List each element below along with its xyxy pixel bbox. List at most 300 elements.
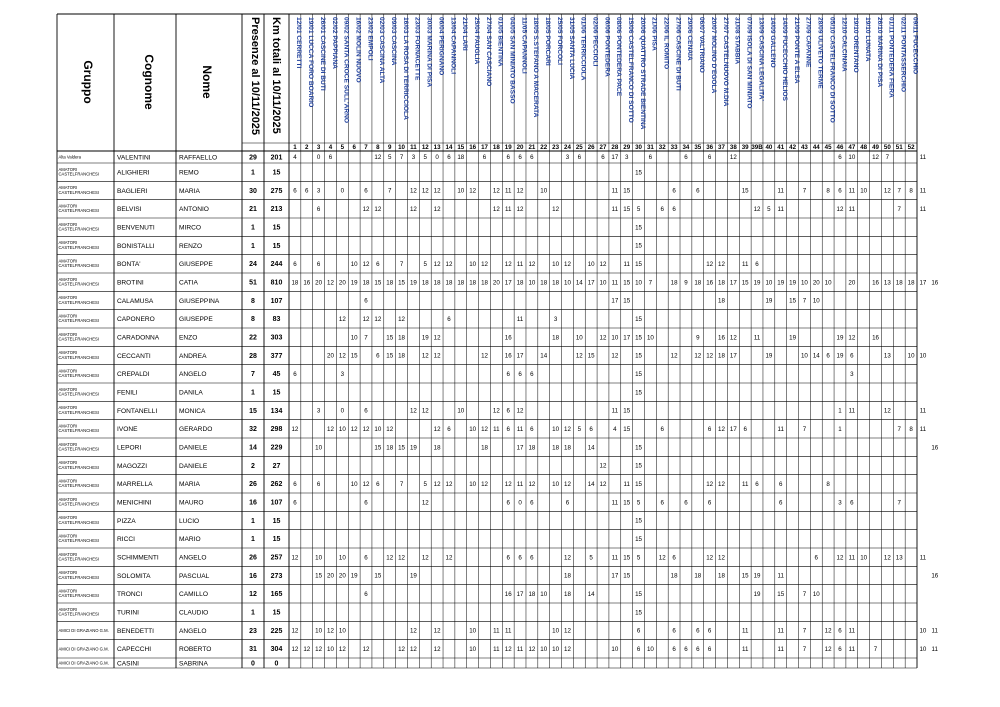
row-value: 6 xyxy=(684,499,688,507)
row-gruppo: AMATORI xyxy=(58,606,78,612)
row-presenze: 15 xyxy=(249,407,257,415)
table-row[interactable] xyxy=(59,222,643,232)
row-value: 12 xyxy=(481,426,488,434)
event-label[interactable]: 15/06 CASTELFRANCO DI SOTTO xyxy=(626,17,634,123)
table-row[interactable] xyxy=(59,295,821,305)
nome-header[interactable]: Nome xyxy=(200,65,214,99)
row-value: 16 xyxy=(872,279,879,287)
row-value: 10 xyxy=(860,554,868,562)
table-row[interactable] xyxy=(59,368,855,378)
row-value: 6 xyxy=(684,154,688,162)
table-row[interactable] xyxy=(59,628,939,635)
row-value: 6 xyxy=(838,646,842,654)
row-value: 15 xyxy=(623,407,631,415)
row-value: 6 xyxy=(707,426,712,434)
event-label[interactable]: 09/02 SANTA CROCE SULL'ARNO xyxy=(342,17,350,123)
row-value: 19 xyxy=(350,572,358,580)
table-row[interactable] xyxy=(59,570,939,580)
event-label[interactable]: 18/05 PORCARI xyxy=(544,17,552,66)
row-gruppo: AMATORI xyxy=(58,570,78,576)
row-value: 11 xyxy=(753,334,761,342)
event-number: 23 xyxy=(552,144,560,152)
table-row[interactable] xyxy=(59,423,927,433)
row-value: 12 xyxy=(327,279,334,287)
table-row[interactable] xyxy=(59,258,760,268)
row-value: 12 xyxy=(409,407,417,415)
event-label[interactable]: 12/10 CALCINAIA xyxy=(840,17,848,72)
event-label[interactable]: 18/05 S.STEFANO A MACERATA xyxy=(532,17,540,118)
row-value: 7 xyxy=(399,261,404,269)
row-value: 16 xyxy=(931,572,939,580)
row-value: 5 xyxy=(423,261,427,269)
row-value: 7 xyxy=(387,187,392,195)
event-number: 31 xyxy=(646,144,654,152)
table-row[interactable] xyxy=(59,478,831,488)
table-row[interactable] xyxy=(59,442,939,452)
table-row[interactable] xyxy=(59,646,939,653)
row-gruppo: CASTELFRANCHESI xyxy=(58,226,99,232)
row-value: 19 xyxy=(789,334,797,342)
row-value: 6 xyxy=(293,499,297,507)
event-label[interactable]: 31/08 STABBIA xyxy=(733,17,741,65)
row-presenze: 1 xyxy=(251,242,255,250)
row-value: 10 xyxy=(824,279,832,287)
event-number: 25 xyxy=(575,144,583,152)
row-value: 7 xyxy=(364,334,368,342)
row-value: 15 xyxy=(635,352,642,360)
row-value: 6 xyxy=(364,554,368,562)
row-value: 15 xyxy=(741,279,749,287)
row-km: 83 xyxy=(272,316,281,324)
row-presenze: 32 xyxy=(249,426,257,434)
row-value: 14 xyxy=(587,591,595,599)
row-value: 0 xyxy=(340,407,345,415)
row-km: 262 xyxy=(270,481,283,489)
row-value: 11 xyxy=(777,426,784,434)
row-cognome: BONISTALLI xyxy=(117,242,155,250)
event-label[interactable]: 09/03 CASCINA xyxy=(390,17,398,66)
event-label[interactable]: 02/02 PAPPIANA xyxy=(330,17,338,69)
row-gruppo: AMATORI xyxy=(58,423,78,429)
row-gruppo: CASTELFRANCHESI xyxy=(58,556,99,562)
event-number: 6 xyxy=(352,144,356,152)
row-cognome: CECCANTI xyxy=(117,352,151,360)
row-value: 6 xyxy=(636,646,641,654)
row-value: 17 xyxy=(729,426,737,434)
row-value: 0 xyxy=(340,187,345,195)
row-value: 6 xyxy=(447,154,451,162)
row-value: 15 xyxy=(777,591,785,599)
cognome-header[interactable]: Cognome xyxy=(142,54,156,110)
row-gruppo: CASTELFRANCHESI xyxy=(58,464,99,470)
row-value: 3 xyxy=(553,316,558,324)
row-value: 18 xyxy=(718,297,725,305)
row-presenze: 30 xyxy=(249,187,257,195)
table-row[interactable] xyxy=(59,588,821,598)
event-label[interactable]: 06/06 PONTEDERA xyxy=(603,17,611,77)
row-value: 15 xyxy=(350,352,358,360)
row-gruppo: CASTELFRANCHESI xyxy=(58,391,99,397)
row-value: 5 xyxy=(636,499,641,507)
row-gruppo: AMATORI xyxy=(58,405,78,411)
row-nome: SABRINA xyxy=(179,660,208,668)
row-value: 18 xyxy=(362,279,370,287)
row-cognome: CASINI xyxy=(117,660,139,668)
row-km: 15 xyxy=(272,609,281,617)
row-gruppo: AMATORI xyxy=(58,460,78,466)
row-value: 12 xyxy=(433,334,441,342)
row-value: 10 xyxy=(552,426,560,434)
row-cognome: TRONCI xyxy=(117,591,143,599)
event-label[interactable]: 16/03 LA ROSA DI TERRICCIOLA xyxy=(401,17,409,120)
event-label[interactable]: 01/06 TERRICCIOLA xyxy=(579,17,587,81)
row-value: 12 xyxy=(492,187,500,195)
row-value: 12 xyxy=(445,261,453,269)
event-label[interactable]: 19/10 LUNATA xyxy=(863,17,871,62)
event-number: 37 xyxy=(718,144,725,152)
row-value: 6 xyxy=(316,481,321,489)
row-value: 6 xyxy=(364,297,368,305)
row-value: 19 xyxy=(350,279,358,287)
row-gruppo: AMATORI xyxy=(58,515,78,521)
event-number: 45 xyxy=(824,144,832,152)
row-gruppo: CASTELFRANCHESI xyxy=(58,483,99,489)
event-label[interactable]: 11/05 CAPANNOLI xyxy=(520,17,528,74)
row-value: 11 xyxy=(493,627,500,635)
row-gruppo: CASTELFRANCHESI xyxy=(58,171,99,177)
row-value: 17 xyxy=(516,444,524,452)
row-value: 12 xyxy=(492,206,500,214)
event-label[interactable]: 22/06 IL ROMITO xyxy=(662,17,670,70)
row-value: 5 xyxy=(577,426,582,434)
row-value: 12 xyxy=(599,261,607,269)
row-value: 12 xyxy=(338,646,346,654)
row-value: 1 xyxy=(838,407,842,415)
row-value: 12 xyxy=(409,206,417,214)
row-value: 20 xyxy=(315,279,323,287)
table-row[interactable] xyxy=(59,607,643,617)
table-row[interactable] xyxy=(59,277,939,287)
table-row[interactable] xyxy=(59,203,927,213)
row-value: 13 xyxy=(895,554,903,562)
row-value: 12 xyxy=(729,334,737,342)
event-number: 49 xyxy=(872,144,879,152)
event-label[interactable]: 04/05 SAN MINIATO BASSO xyxy=(508,17,516,104)
row-value: 7 xyxy=(897,187,901,195)
event-label[interactable]: 28/09 ULIVETO TERME xyxy=(816,17,824,89)
row-presenze: 7 xyxy=(251,371,255,379)
event-number: 11 xyxy=(410,144,417,152)
event-label[interactable]: 13/04 CAPANNOLI xyxy=(449,17,457,75)
event-label[interactable]: 14/09 FUCECCHIO HELIOS xyxy=(781,17,789,101)
event-label[interactable]: 27/09 CAPANNE xyxy=(804,17,812,68)
table-row[interactable] xyxy=(59,313,643,323)
row-cognome: BONTA' xyxy=(117,261,141,269)
row-value: 15 xyxy=(315,572,323,580)
event-label[interactable]: 07/09 ISOLA DI SAN MINIATO xyxy=(745,17,753,109)
row-value: 10 xyxy=(552,261,560,269)
row-value: 12 xyxy=(433,187,441,195)
row-value: 12 xyxy=(481,352,488,360)
event-headers xyxy=(293,17,918,151)
table-row[interactable] xyxy=(59,387,643,397)
row-value: 6 xyxy=(684,646,688,654)
row-value: 11 xyxy=(516,426,524,434)
row-value: 12 xyxy=(564,426,571,434)
event-label[interactable]: 23/03 FORNACETTE xyxy=(413,17,421,81)
row-value: 12 xyxy=(599,462,607,470)
row-value: 11 xyxy=(504,627,512,635)
table-row[interactable] xyxy=(59,460,643,470)
row-value: 12 xyxy=(718,261,725,269)
row-value: 1 xyxy=(838,426,842,434)
row-cognome: CAPECCHI xyxy=(117,646,152,654)
row-gruppo: AMATORI xyxy=(58,295,78,301)
event-number: 5 xyxy=(340,144,345,152)
event-label[interactable]: 31/05 SANTA LUCIA xyxy=(567,17,575,80)
table-row[interactable] xyxy=(59,552,927,562)
row-value: 10 xyxy=(315,444,323,452)
row-value: 10 xyxy=(646,646,654,654)
row-value: 6 xyxy=(316,206,321,214)
row-cognome: PIZZA xyxy=(117,517,136,525)
row-value: 12 xyxy=(504,481,512,489)
row-value: 12 xyxy=(706,261,714,269)
row-value: 10 xyxy=(350,334,358,342)
event-label[interactable]: 16/02 MOLIN NUOVO xyxy=(354,17,362,83)
row-value: 15 xyxy=(635,316,642,324)
table-row[interactable] xyxy=(59,660,279,667)
row-gruppo: AMATORI xyxy=(58,478,78,484)
row-presenze: 24 xyxy=(249,261,257,269)
row-value: 12 xyxy=(303,646,311,654)
row-km: 15 xyxy=(272,169,281,177)
row-value: 12 xyxy=(409,627,417,635)
table-row[interactable] xyxy=(59,240,643,250)
event-label[interactable]: 27/06 CASCINE DI BUTI xyxy=(674,17,682,91)
row-value: 11 xyxy=(623,261,630,269)
row-value: 11 xyxy=(493,426,500,434)
table-body xyxy=(59,154,939,667)
row-cognome: CARADONNA xyxy=(117,334,160,342)
row-value: 11 xyxy=(777,187,784,195)
row-gruppo: AMATORI xyxy=(58,588,78,594)
table-row[interactable] xyxy=(59,405,927,415)
table-row[interactable] xyxy=(59,533,643,543)
event-label[interactable]: 05/10 CASTELFRANCO DI SOTTO xyxy=(828,17,836,123)
presenze-header[interactable]: Presenze al 10/11/2025 xyxy=(249,17,261,136)
row-value: 10 xyxy=(469,261,477,269)
row-gruppo: AMATORI xyxy=(58,240,78,246)
event-label[interactable]: 30/03 MARINA DI PISA xyxy=(425,17,433,88)
event-label[interactable]: 21/06 PISA xyxy=(650,17,658,51)
row-value: 10 xyxy=(635,279,642,287)
row-value: 18 xyxy=(564,444,571,452)
row-value: 15 xyxy=(623,554,631,562)
row-value: 14 xyxy=(575,279,583,287)
row-value: 12 xyxy=(599,481,607,489)
row-nome: DANIELE xyxy=(179,462,208,470)
event-label[interactable]: 02/11 PONTASSERCHIO xyxy=(899,17,907,92)
table-row[interactable] xyxy=(59,167,643,177)
event-label[interactable]: 02/03 CASCINA ALTA xyxy=(378,17,386,84)
row-value: 12 xyxy=(824,646,832,654)
row-gruppo: AMATORI xyxy=(58,203,78,209)
row-value: 3 xyxy=(624,154,629,162)
row-value: 6 xyxy=(530,371,534,379)
row-value: 10 xyxy=(907,352,915,360)
row-value: 12 xyxy=(528,261,536,269)
row-value: 16 xyxy=(706,279,714,287)
event-label[interactable]: 12/01 CERRETTI xyxy=(295,17,303,69)
row-value: 12 xyxy=(848,334,856,342)
row-value: 5 xyxy=(636,554,641,562)
row-value: 20 xyxy=(338,572,346,580)
row-value: 14 xyxy=(812,352,820,360)
row-cognome: BAGLIERI xyxy=(117,187,148,195)
event-label[interactable]: 21/09 PONTE A ELSA xyxy=(792,17,800,84)
row-value: 12 xyxy=(386,426,394,434)
row-value: 12 xyxy=(883,187,891,195)
row-gruppo: CASTELFRANCHESI xyxy=(58,281,99,287)
event-label[interactable]: 21/04 LARI xyxy=(461,17,469,51)
row-cognome: BROTINI xyxy=(117,279,144,287)
row-gruppo: AMATORI xyxy=(58,441,78,447)
row-value: 12 xyxy=(315,646,323,654)
event-label[interactable]: 26/01 CASCINE DI BUTI xyxy=(318,17,326,91)
row-value: 18 xyxy=(670,279,678,287)
row-cognome: SOLOMITA xyxy=(117,572,151,580)
row-value: 18 xyxy=(564,572,571,580)
row-value: 6 xyxy=(838,154,842,162)
row-value: 14 xyxy=(540,352,548,360)
event-label[interactable]: 01/11 PONTEDERA FIERA xyxy=(887,17,895,98)
row-value: 15 xyxy=(623,279,631,287)
event-label[interactable]: 19/01 LUCCA FORO BOARIO xyxy=(307,17,315,108)
row-nome: ANGELO xyxy=(179,627,207,635)
event-label[interactable]: 25/05 FORCOLI xyxy=(555,17,563,66)
row-value: 12 xyxy=(564,481,571,489)
row-value: 3 xyxy=(565,154,570,162)
row-value: 6 xyxy=(850,499,854,507)
event-label[interactable]: 26/10 MARINA DI PISA xyxy=(875,17,883,88)
row-value: 14 xyxy=(587,444,595,452)
row-value: 11 xyxy=(611,407,619,415)
row-gruppo: AMICI DI GRAZIANO G.M. xyxy=(58,660,109,666)
event-label[interactable]: 25/04 FAUGLIA xyxy=(472,17,480,65)
row-value: 12 xyxy=(469,187,477,195)
km-header[interactable]: Km totali al 10/11/2025 xyxy=(270,17,282,134)
row-value: 10 xyxy=(848,154,856,162)
row-value: 7 xyxy=(648,279,653,287)
row-value: 10 xyxy=(540,187,548,195)
event-label[interactable]: 08/06 PONTEDERA PACE xyxy=(615,17,623,97)
row-value: 6 xyxy=(743,426,747,434)
table-row[interactable] xyxy=(59,154,927,161)
event-label[interactable]: 06/04 PERIGNANO xyxy=(437,17,445,76)
event-label[interactable]: 20/07 MOLINO D'EGOLA xyxy=(709,17,717,94)
event-label[interactable]: 14/09 GALLENO xyxy=(769,17,777,68)
event-label[interactable]: 09/11 FUCECCHIO xyxy=(911,17,919,75)
row-cognome: FENILI xyxy=(117,389,138,397)
row-value: 11 xyxy=(777,627,784,635)
table-row[interactable] xyxy=(59,350,927,360)
event-label[interactable]: 19/10 ORENTANO xyxy=(852,17,860,73)
row-value: 12 xyxy=(386,554,394,562)
row-gruppo: AMATORI xyxy=(58,533,78,539)
event-label[interactable]: 06/07 VALTRIANO xyxy=(698,17,706,73)
row-value: 10 xyxy=(315,554,323,562)
row-value: 10 xyxy=(469,426,477,434)
row-gruppo: CASTELFRANCHESI xyxy=(58,409,99,415)
event-number: 30 xyxy=(635,144,642,152)
event-label[interactable]: 23/02 EMPOLI xyxy=(366,17,374,61)
event-label[interactable]: 01/05 BIENTINA xyxy=(496,17,504,67)
event-label[interactable]: 27/04 SAN CASCIANO xyxy=(484,17,492,87)
event-label[interactable]: 02/06 PECCIOLI xyxy=(591,17,599,67)
event-label[interactable]: 27/07 CASTELNUOVO M.DIA xyxy=(721,17,729,107)
event-number: 24 xyxy=(564,144,571,152)
row-value: 7 xyxy=(802,426,807,434)
row-value: 11 xyxy=(611,279,619,287)
event-label[interactable]: 20/06 QUATTRO STRADE BIENTINA xyxy=(638,17,646,130)
row-value: 17 xyxy=(504,279,512,287)
row-value: 12 xyxy=(753,206,761,214)
row-value: 10 xyxy=(812,591,820,599)
row-value: 10 xyxy=(765,279,773,287)
row-presenze: 2 xyxy=(251,462,255,470)
row-value: 11 xyxy=(848,627,856,635)
row-value: 15 xyxy=(635,371,642,379)
row-presenze: 22 xyxy=(249,334,257,342)
row-value: 6 xyxy=(506,154,510,162)
row-km: 15 xyxy=(272,242,281,250)
row-value: 11 xyxy=(919,407,927,415)
row-value: 12 xyxy=(291,554,299,562)
table-row[interactable] xyxy=(59,185,927,195)
row-value: 6 xyxy=(660,499,664,507)
row-value: 6 xyxy=(316,261,321,269)
row-value: 18 xyxy=(552,279,560,287)
event-label[interactable]: 29/06 CENAIA xyxy=(686,17,694,61)
row-km: 304 xyxy=(270,646,283,654)
table-row[interactable] xyxy=(59,332,880,342)
row-nome: ANGELO xyxy=(179,554,207,562)
row-value: 18 xyxy=(907,279,915,287)
row-nome: ANGELO xyxy=(179,371,207,379)
table-row[interactable] xyxy=(59,515,643,525)
row-value: 12 xyxy=(338,352,346,360)
row-value: 11 xyxy=(919,154,927,162)
row-value: 3 xyxy=(838,499,842,507)
row-value: 20 xyxy=(327,352,334,360)
row-value: 20 xyxy=(327,572,334,580)
row-km: 0 xyxy=(274,660,279,668)
gruppo-header[interactable]: Gruppo xyxy=(81,60,95,104)
row-km: 244 xyxy=(270,261,283,269)
row-value: 6 xyxy=(305,187,309,195)
row-km: 377 xyxy=(270,352,283,360)
event-number: 29 xyxy=(623,144,631,152)
row-value: 15 xyxy=(635,169,642,177)
row-value: 19 xyxy=(836,334,844,342)
row-value: 12 xyxy=(362,426,370,434)
row-value: 15 xyxy=(374,279,382,287)
row-gruppo: CASTELFRANCHESI xyxy=(58,373,99,379)
row-gruppo: AMATORI xyxy=(58,496,78,502)
event-label[interactable]: 13/09 CASCINA LEGALITA' xyxy=(757,17,765,102)
row-nome: ROBERTO xyxy=(179,646,212,654)
